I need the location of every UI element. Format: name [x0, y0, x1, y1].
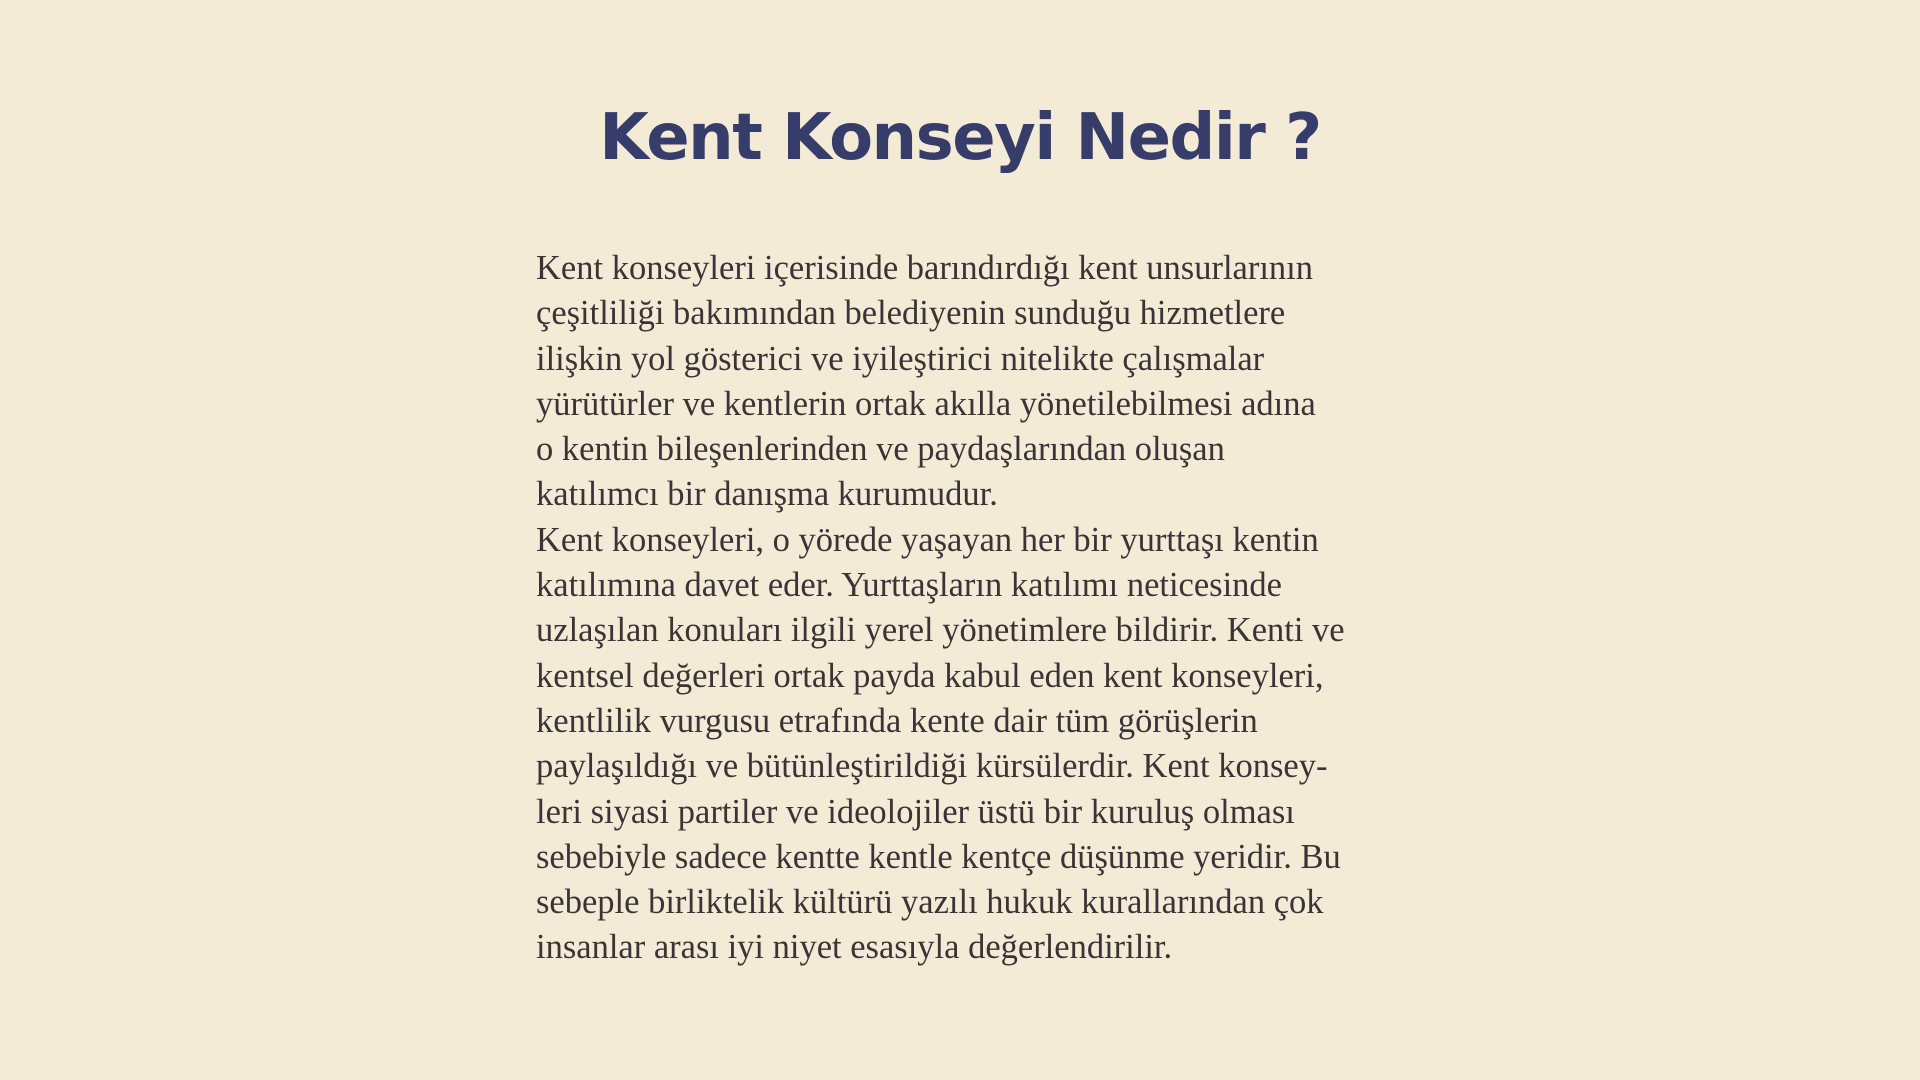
- body-line: çeşitliliği bakımından belediyenin sunduğu hizmetlere: [536, 294, 1286, 333]
- body-line: kentsel değerleri ortak payda kabul eden kent konseyleri,: [536, 656, 1324, 695]
- body-line: katılımcı bir danışma kurumudur.: [536, 475, 998, 514]
- body-line: sebeple birliktelik kültürü yazılı hukuk kurallarından çok: [536, 883, 1324, 922]
- body-line: uzlaşılan konuları ilgili yerel yönetimlere bildirir. Kenti ve: [536, 611, 1345, 650]
- body-line: kentlilik vurgusu etrafında kente dair tüm görüşlerin: [536, 701, 1258, 740]
- body-line: sebebiyle sadece kentte kentle kentçe düşünme yeridir. Bu: [536, 837, 1341, 876]
- body-line: ilişkin yol gösterici ve iyileştirici nitelikte çalışmalar: [536, 339, 1265, 378]
- body-line: paylaşıldığı ve bütünleştirildiği kürsülerdir. Kent konsey-: [536, 747, 1328, 786]
- body-line: Kent konseyleri, o yörede yaşayan her bir yurttaşı kentin: [536, 520, 1319, 559]
- body-line: o kentin bileşenlerinden ve paydaşlarından oluşan: [536, 430, 1225, 469]
- body-line: leri siyasi partiler ve ideolojiler üstü bir kuruluş olması: [536, 792, 1295, 831]
- body-paragraph: [536, 246, 1416, 971]
- body-line: Kent konseyleri içerisinde barındırdığı kent unsurlarının: [536, 249, 1314, 287]
- body-line: katılımına davet eder. Yurttaşların katılımı neticesinde: [536, 566, 1282, 605]
- page-title: Kent Konseyi Nedir ?: [599, 101, 1321, 175]
- body-line: insanlar arası iyi niyet esasıyla değerlendirilir.: [536, 928, 1173, 967]
- body-line: yürütürler ve kentlerin ortak akılla yönetilebilmesi adına: [536, 384, 1316, 423]
